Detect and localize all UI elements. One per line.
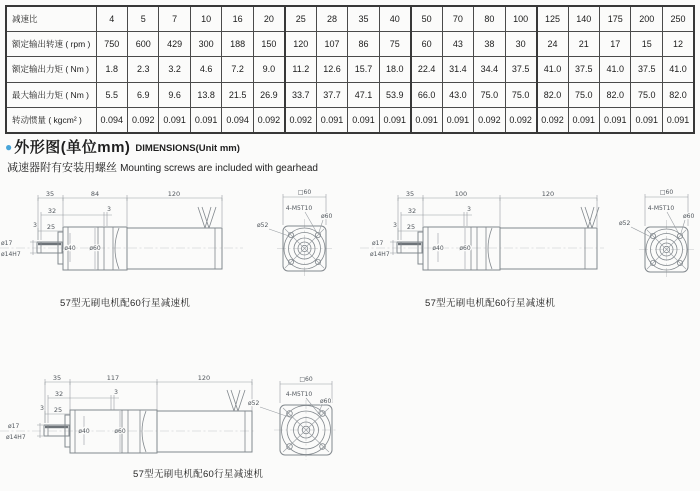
dim-label: 3 [393, 222, 397, 229]
dim-label: 3 [467, 206, 471, 213]
dim-label: 35 [405, 190, 415, 198]
table-cell: 25 [285, 6, 316, 32]
table-cell: 82.0 [600, 82, 631, 107]
dim-label: ø60 [320, 398, 332, 405]
table-cell: 150 [253, 32, 284, 57]
table-cell: 17 [600, 32, 631, 57]
dim-label: ø60 [683, 213, 695, 220]
row-header: 转动惯量 ( kgcm² ) [6, 107, 96, 133]
table-cell: 75.0 [474, 82, 505, 107]
dim-label: ø17 [8, 423, 20, 430]
dim-label: □60 [299, 376, 313, 383]
table-cell: 2.3 [127, 57, 158, 82]
dim-label: 25 [406, 223, 416, 231]
table-cell: 75 [379, 32, 410, 57]
table-cell: 75.0 [631, 82, 662, 107]
dim-label: 84 [90, 190, 100, 198]
table-cell: 125 [537, 6, 568, 32]
table-cell: 37.5 [505, 57, 536, 82]
table-cell: 15.7 [348, 57, 379, 82]
table-cell: 47.1 [348, 82, 379, 107]
table-cell: 250 [662, 6, 694, 32]
table-cell: 140 [568, 6, 599, 32]
table-cell: 37.5 [568, 57, 599, 82]
dim-label: 3 [107, 206, 111, 213]
row-header: 额定输出力矩 ( Nm ) [6, 57, 96, 82]
table-cell: 0.092 [537, 107, 568, 133]
dim-label: ø60 [459, 245, 471, 252]
table-cell: 13.8 [190, 82, 221, 107]
dim-label: 120 [541, 190, 555, 198]
table-cell: 200 [631, 6, 662, 32]
table-cell: 82.0 [537, 82, 568, 107]
table-cell: 750 [96, 32, 127, 57]
dim-label: 25 [46, 223, 56, 231]
dim-label: □60 [659, 189, 674, 196]
table-cell: 16 [222, 6, 253, 32]
drawing-caption: 57型无刷电机配60行星减速机 [60, 298, 191, 309]
dim-label: ø40 [64, 245, 76, 252]
drawing-1-flange-view [243, 183, 363, 301]
table-cell: 0.091 [568, 107, 599, 133]
dim-label: 117 [106, 374, 120, 382]
dim-label: ø60 [89, 245, 101, 252]
section-subtitle [7, 159, 318, 175]
dim-label: 100 [454, 190, 468, 198]
dim-label: ø14H7 [370, 251, 390, 258]
dim-label: 4-M5T10 [647, 205, 675, 212]
drawing-caption: 57型无刷电机配60行星减速机 [425, 298, 556, 309]
table-cell: 80 [474, 6, 505, 32]
spec-table [5, 5, 695, 134]
dim-label: ø52 [248, 400, 260, 407]
table-cell: 6.9 [127, 82, 158, 107]
section-subtitle-cn: 减速器附有安装用螺丝 [7, 162, 117, 174]
table-cell: 86 [348, 32, 379, 57]
spec-table-body [6, 6, 694, 133]
table-cell: 11.2 [285, 57, 316, 82]
table-cell: 40 [379, 6, 410, 32]
table-cell: 0.092 [127, 107, 158, 133]
table-cell: 107 [316, 32, 347, 57]
section-heading [5, 136, 240, 157]
table-cell: 66.0 [411, 82, 442, 107]
table-cell: 9.6 [159, 82, 190, 107]
drawing-3-side-view [0, 368, 256, 480]
dim-label: ø52 [619, 220, 631, 227]
dim-label: ø40 [432, 245, 444, 252]
table-cell: 188 [222, 32, 253, 57]
table-row [6, 82, 694, 107]
row-header: 最大输出力矩 ( Nm ) [6, 82, 96, 107]
table-cell: 120 [285, 32, 316, 57]
table-cell: 21.5 [222, 82, 253, 107]
table-cell: 21 [568, 32, 599, 57]
table-cell: 38 [474, 32, 505, 57]
table-cell: 0.092 [285, 107, 316, 133]
table-cell: 1.8 [96, 57, 127, 82]
dim-label: ø60 [114, 428, 126, 435]
table-row [6, 107, 694, 133]
table-cell: 22.4 [411, 57, 442, 82]
dim-label: ø17 [1, 240, 13, 247]
dim-label: 35 [45, 190, 55, 198]
table-cell: 12.6 [316, 57, 347, 82]
table-cell: 4 [96, 6, 127, 32]
table-cell: 0.094 [222, 107, 253, 133]
table-cell: 34.4 [474, 57, 505, 82]
dim-label: □60 [297, 189, 312, 196]
table-cell: 10 [190, 6, 221, 32]
dim-label: 3 [40, 405, 44, 412]
table-cell: 26.9 [253, 82, 284, 107]
table-cell: 0.091 [631, 107, 662, 133]
table-cell: 0.092 [253, 107, 284, 133]
dim-label: 4-M5T10 [285, 391, 313, 398]
dim-label: ø60 [321, 213, 333, 220]
table-cell: 0.092 [505, 107, 536, 133]
dim-label: 32 [407, 207, 417, 215]
table-cell: 0.091 [190, 107, 221, 133]
table-cell: 3.2 [159, 57, 190, 82]
table-cell: 0.091 [662, 107, 694, 133]
table-cell: 50 [411, 6, 442, 32]
dim-label: ø14H7 [6, 434, 26, 441]
dim-label: ø52 [257, 222, 269, 229]
table-cell: 0.091 [159, 107, 190, 133]
table-cell: 31.4 [442, 57, 473, 82]
table-cell: 28 [316, 6, 347, 32]
dim-label: 32 [54, 390, 64, 398]
table-cell: 30 [505, 32, 536, 57]
table-cell: 0.091 [411, 107, 442, 133]
table-cell: 20 [253, 6, 284, 32]
table-row [6, 57, 694, 82]
table-cell: 12 [662, 32, 694, 57]
table-cell: 5.5 [96, 82, 127, 107]
table-cell: 43.0 [442, 82, 473, 107]
dim-label: 120 [167, 190, 181, 198]
section-title-cn: 外形图(单位mm) [14, 139, 131, 156]
table-cell: 33.7 [285, 82, 316, 107]
table-cell: 37.5 [631, 57, 662, 82]
table-cell: 37.7 [316, 82, 347, 107]
table-cell: 75.0 [568, 82, 599, 107]
table-cell: 0.091 [316, 107, 347, 133]
row-header: 额定输出转速 ( rpm ) [6, 32, 96, 57]
table-cell: 41.0 [537, 57, 568, 82]
table-cell: 15 [631, 32, 662, 57]
table-cell: 0.094 [96, 107, 127, 133]
dim-label: ø14H7 [1, 251, 21, 258]
drawing-caption: 57型无刷电机配60行星减速机 [133, 469, 264, 480]
table-cell: 53.9 [379, 82, 410, 107]
table-cell: 0.091 [600, 107, 631, 133]
drawing-1-side-view [0, 185, 245, 303]
table-cell: 0.092 [474, 107, 505, 133]
dim-label: ø40 [78, 428, 90, 435]
table-cell: 41.0 [600, 57, 631, 82]
dim-label: 120 [197, 374, 211, 382]
table-cell: 24 [537, 32, 568, 57]
table-cell: 9.0 [253, 57, 284, 82]
drawing-2-side-view [358, 185, 606, 303]
table-cell: 60 [411, 32, 442, 57]
table-cell: 4.6 [190, 57, 221, 82]
dim-label: ø17 [372, 240, 384, 247]
table-cell: 300 [190, 32, 221, 57]
table-cell: 18.0 [379, 57, 410, 82]
table-cell: 0.091 [442, 107, 473, 133]
table-cell: 0.091 [379, 107, 410, 133]
row-header: 减速比 [6, 6, 96, 32]
table-cell: 82.0 [662, 82, 694, 107]
table-cell: 7.2 [222, 57, 253, 82]
table-cell: 43 [442, 32, 473, 57]
dim-label: 25 [53, 406, 63, 414]
bullet-icon: ● [5, 139, 13, 154]
table-cell: 75.0 [505, 82, 536, 107]
dim-label: 4-M5T10 [285, 205, 313, 212]
table-cell: 7 [159, 6, 190, 32]
drawing-2-flange-view [612, 183, 700, 301]
table-cell: 600 [127, 32, 158, 57]
table-cell: 100 [505, 6, 536, 32]
table-cell: 70 [442, 6, 473, 32]
section-title-en: DIMENSIONS(Unit mm) [135, 143, 240, 154]
table-cell: 5 [127, 6, 158, 32]
table-cell: 41.0 [662, 57, 694, 82]
dim-label: 3 [114, 389, 118, 396]
table-row [6, 32, 694, 57]
section-subtitle-en: Mounting screws are included with gearhead [120, 163, 318, 174]
table-cell: 175 [600, 6, 631, 32]
table-cell: 0.091 [348, 107, 379, 133]
table-cell: 429 [159, 32, 190, 57]
table-row [6, 6, 694, 32]
dim-label: 35 [52, 374, 62, 382]
table-cell: 35 [348, 6, 379, 32]
dim-label: 32 [47, 207, 57, 215]
dim-label: 3 [33, 222, 37, 229]
